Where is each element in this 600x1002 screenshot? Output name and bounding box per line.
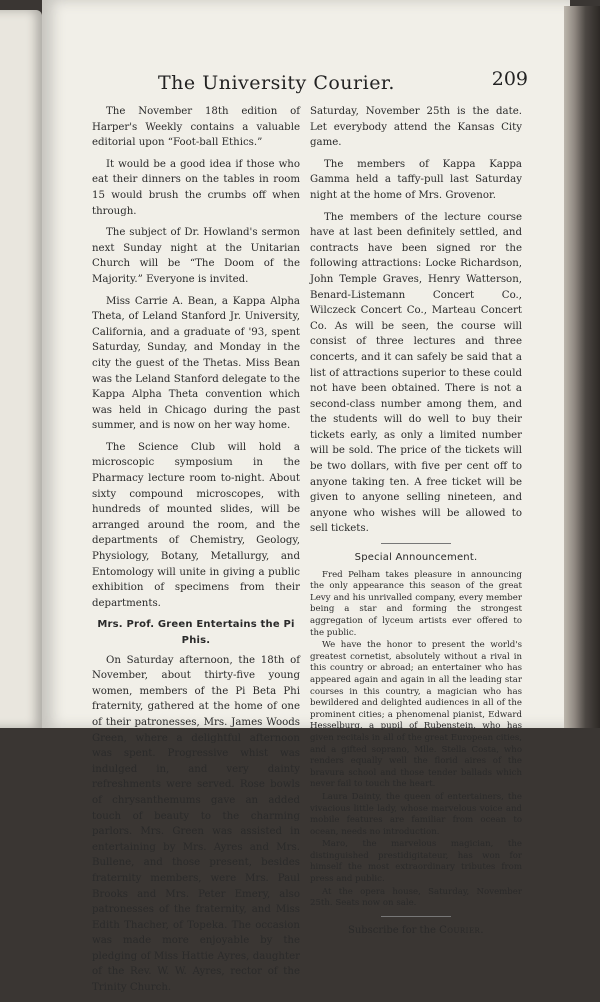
paragraph: Miss Carrie A. Bean, a Kappa Alpha Theta, of Leland Stanford Jr. University, California, and a graduate of '93, spent Saturday, Sunday, and Monday in the city the guest of the Thetas. Miss Bean was the Leland Stanford delegate to the Kappa Alpha Theta convention which was held in Chicago during the past summer, and is now on her way home.: [92, 295, 300, 432]
subscribe-prefix: Subscribe for the: [347, 924, 436, 936]
paragraph: The members of Kappa Kappa Gamma held a taffy-pull last Saturday night at the home of Mrs. Grovenor.: [310, 158, 522, 201]
right-column: [310, 104, 522, 938]
publication-title: The University Courier.: [158, 72, 395, 94]
paragraph: Saturday, November 25th is the date. Let everybody attend the Kansas City game.: [310, 106, 522, 149]
section-heading: Mrs. Prof. Green Entertains the Pi Phis.: [97, 619, 295, 646]
paragraph: Maro, the marvelous magician, the distinguished prestidigitateur, has won for himself the most extraordinary tributes from press and public.: [310, 839, 522, 885]
subscribe-name: Courier.: [439, 924, 485, 936]
paragraph: It would be a good idea if those who eat their dinners on the tables in room 15 would brush the crumbs off when through.: [92, 158, 300, 217]
paragraph: The November 18th edition of Harper's Weekly contains a valuable editorial upon “Foot-ball Ethics.”: [92, 106, 300, 149]
paragraph: The subject of Dr. Howland's sermon next Sunday night at the Unitarian Church will be “The Doom of the Majority.” Everyone is invited.: [92, 227, 300, 285]
paragraph: At the opera house, Saturday, November 25th. Seats now on sale.: [310, 886, 522, 909]
paragraph: Laura Dainty, the queen of entertainers, the vivacious little lady, whose marvelous voice and mobile features are familiar from ocean to ocean, needs no introduction.: [310, 791, 522, 837]
left-column: [92, 104, 300, 1002]
paragraph: On Saturday afternoon, the 18th of November, about thirty-five young women, members of the Pi Beta Phi fraternity, gathered at the home of one of their patronesses, Mrs. James Woods Green, where a delightful afternoon was spent. Progressive whist was indulged in, and very dainty refreshments were served. Rose bowls of chrysanthemums gave an added touch of beauty to the charming parlors. Mrs. Green was assisted in entertaining by Mrs. Ayres and Mrs. Bullene, and those present, besides fraternity members, were Mrs. Paul Brooks and Mrs. Peter Emery, also patronesses of the fraternity, and Miss Edith Thacher, of Topeka. The occasion was made more enjoyable by the pledging of Miss Hattie Ayres, daughter of the Rev. W. W. Ayres, rector of the Trinity Church.: [92, 654, 300, 994]
paragraph: We have the honor to present the world's greatest cornetist, absolutely without a rival in this country or abroad; an entertainer who has appeared again and again in all the leading star courses in this country, a magician who has bewildered and delighted audiences in all of the prominent cities; a phenomenal pianist, Edward Hesselburg, a pupil of Rubenstein, who has given recitals in all of the great European cities, and a gifted soprano, Mlle. Stella Costa, who renders equally well the florid aires of the bravura school and those tender ballads which never fail to touch the heart.: [310, 640, 522, 790]
paragraph: Fred Pelham takes pleasure in announcing the only appearance this season of the great Levy and his unrivalled company, every member being a star and forming the strongest aggregation of lyceum artists ever offered to the public.: [310, 569, 522, 638]
paragraph: The members of the lecture course have at last been definitely settled, and contracts have been signed ror the following attractions: Locke Richardson, John Temple Graves, Henry Watterson, Benard-Listemann Concert Co., Wilczeck Concert Co., Marteau Concert Co. As will be seen, the course will consist of three lectures and three concerts, and it can safely be said that a list of attractions superior to these could not have been obtained. There is not a second-class number among them, and the students will do well to buy their tickets early, as only a limited number will be sold. The price of the tickets will be two dollars, with five per cent off to anyone taking ten. A free ticket will be given to anyone selling nineteen, and anyone who wishes will be allowed to sell tickets.: [310, 211, 522, 535]
divider: [381, 543, 451, 544]
announcement-body: [310, 570, 522, 910]
divider: [381, 916, 451, 917]
book-binding-edge: [564, 6, 600, 728]
section-heading: Special Announcement.: [354, 552, 478, 564]
paragraph: The Science Club will hold a microscopic symposium in the Pharmacy lecture room to-night. About sixty compound microscopes, with hundreds of mounted slides, will be arranged around the room, and the departments of Chemistry, Geology, Physiology, Botany, Metallurgy, and Entomology will unite in giving a public exhibition of specimens from their departments.: [92, 441, 300, 609]
page-number: 209: [491, 68, 528, 90]
subscribe-line: [310, 923, 522, 939]
facing-page-edge: [0, 10, 42, 728]
page-header: [58, 68, 528, 98]
